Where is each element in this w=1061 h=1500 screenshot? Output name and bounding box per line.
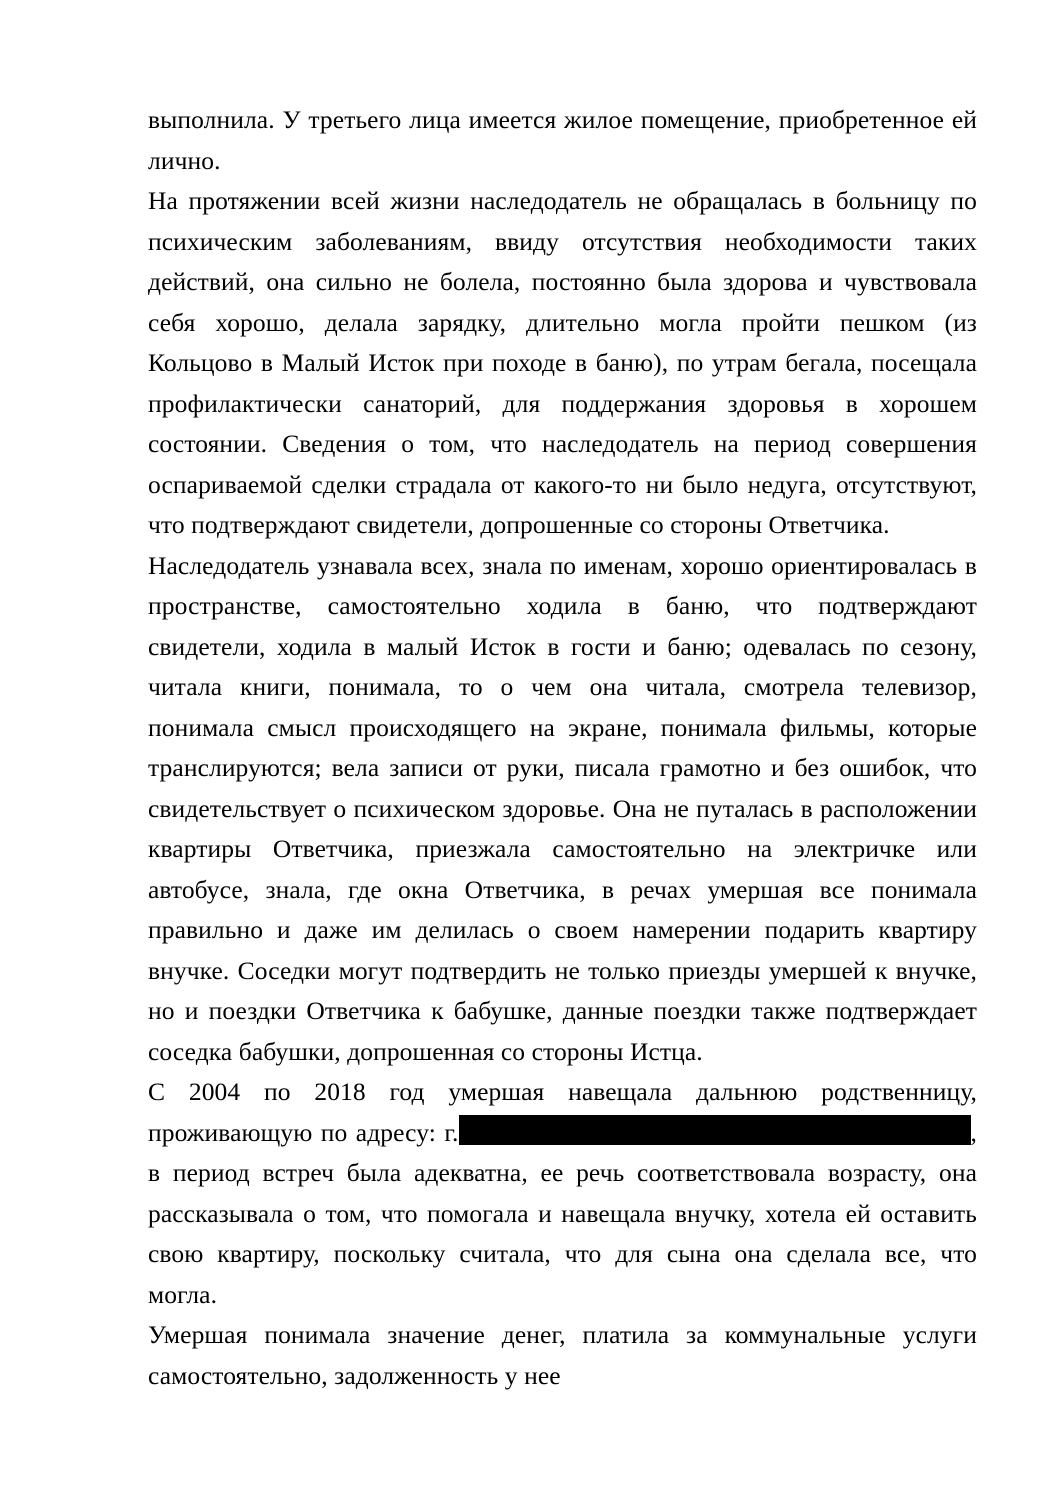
paragraph-4: [148, 1072, 977, 1315]
paragraph-2: На протяжении всей жизни наследодатель не обращалась в больницу по психическим заболеваниям, ввиду отсутствия необходимости таких действий, она сильно не болела, постоянно была здорова и чувствовала себя хорошо, делала зарядку, длительно могла пройти пешком (из Кольцово в Малый Исток при походе в баню), по утрам бегала, посещала профилактически санаторий, для поддержания здоровья в хорошем состоянии. Сведения о том, что наследодатель на период совершения оспариваемой сделки страдала от какого-то ни было недуга, отсутствуют, что подтверждают свидетели, допрошенные со стороны Ответчика.: [148, 186, 977, 539]
paragraph-1: выполнила. У третьего лица имеется жилое помещение, приобретенное ей лично.: [148, 105, 977, 175]
paragraph-3: Наследодатель узнавала всех, знала по именам, хорошо ориентировалась в пространстве, самостоятельно ходила в баню, что подтверждают свидетели, ходила в малый Исток в гости и баню; одевалась по сезону, читала книги, понимала, то о чем она читала, смотрела телевизор, понимала смысл происходящего на экране, понимала фильмы, которые транслируются; вела записи от руки, писала грамотно и без ошибок, что свидетельствует о психическом здоровье. Она не путалась в расположении квартиры Ответчика, приезжала самостоятельно на электричке или автобусе, знала, где окна Ответчика, в речах умершая все понимала правильно и даже им делилась о своем намерении подарить квартиру внучке. Соседки могут подтвердить не только приезды умершей к внучке, но и поездки Ответчика к бабушке, данные поездки также подтверждает соседка бабушки, допрошенная со стороны Истца.: [148, 550, 977, 1066]
document-body: [148, 100, 977, 1396]
paragraph-4-text-before: С 2004 по 2018 год умершая навещала дальнюю родственницу, проживающую по адресу: г.: [148, 1077, 977, 1147]
paragraph-4-text-after: , в период встреч была адекватна, ее речь соответствовала возрасту, она рассказывала о том, что помогала и навещала внучку, хотела ей оставить свою квартиру, поскольку считала, что для сына она сделала все, что могла.: [148, 1117, 977, 1309]
redaction-wrapper: [459, 1118, 971, 1147]
paragraph-5: Умершая понимала значение денег, платила за коммунальные услуги самостоятельно, задолженность у нее: [148, 1320, 977, 1390]
redacted-address-bar: [459, 1115, 971, 1145]
